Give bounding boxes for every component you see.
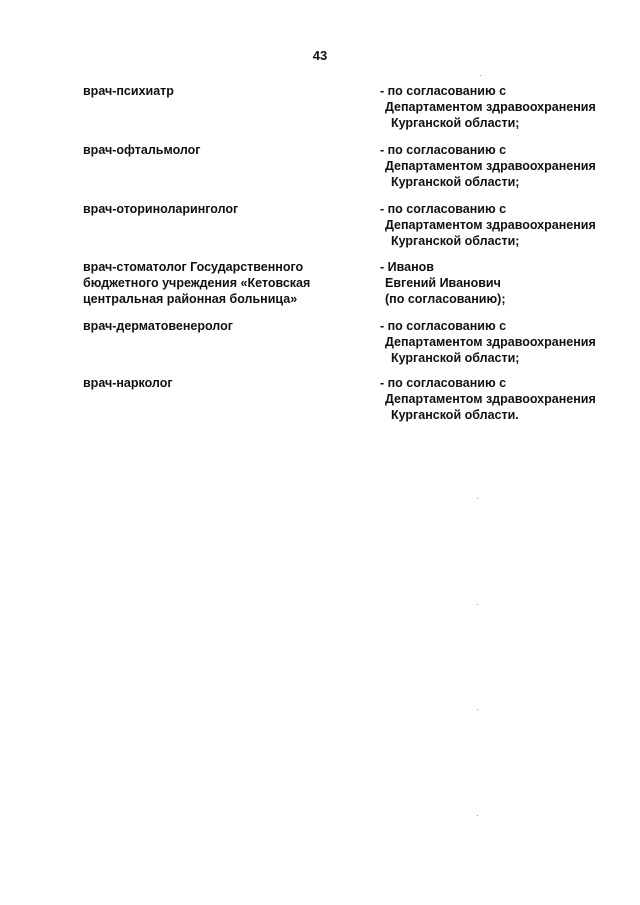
role-label: врач-стоматолог Государственного бюджетного учреждения «Кетовская центральная районная больница» [83, 260, 311, 306]
role-label: врач-психиатр [83, 84, 174, 98]
approval-text [380, 259, 630, 307]
scan-speck [477, 709, 478, 710]
approval-line: Курганской области; [391, 234, 520, 248]
page-number: 43 [312, 48, 328, 63]
approval-line: Департаментом здравоохранения [385, 159, 596, 173]
scan-speck [480, 75, 481, 76]
approval-line: Департаментом здравоохранения [385, 100, 596, 114]
approval-line: - по согласованию с [380, 143, 507, 157]
approval-line: - Иванов [380, 260, 434, 274]
approval-text [380, 318, 630, 366]
approval-line: Департаментом здравоохранения [385, 335, 596, 349]
approval-text [380, 201, 630, 249]
approval-line: - по согласованию с [380, 319, 507, 333]
approval-text [380, 83, 630, 131]
approval-line: - по согласованию с [380, 376, 507, 390]
scan-speck [477, 498, 478, 499]
approval-line: Департаментом здравоохранения [385, 392, 596, 406]
approval-line: (по согласованию); [385, 292, 506, 306]
approval-line: - по согласованию с [380, 202, 507, 216]
scan-speck [477, 815, 478, 816]
approval-line: Курганской области; [391, 116, 520, 130]
scan-speck [477, 604, 478, 605]
approval-line: Евгений Иванович [385, 276, 501, 290]
role-label: врач-офтальмолог [83, 143, 201, 157]
approval-line: Курганской области. [391, 408, 519, 422]
role-label: врач-оториноларинголог [83, 202, 239, 216]
role-label: врач-дерматовенеролог [83, 319, 233, 333]
approval-line: Департаментом здравоохранения [385, 218, 596, 232]
approval-text [380, 375, 630, 423]
approval-line: Курганской области; [391, 175, 520, 189]
approval-line: Курганской области; [391, 351, 520, 365]
approval-line: - по согласованию с [380, 84, 507, 98]
approval-text [380, 142, 630, 190]
role-label: врач-нарколог [83, 376, 173, 390]
